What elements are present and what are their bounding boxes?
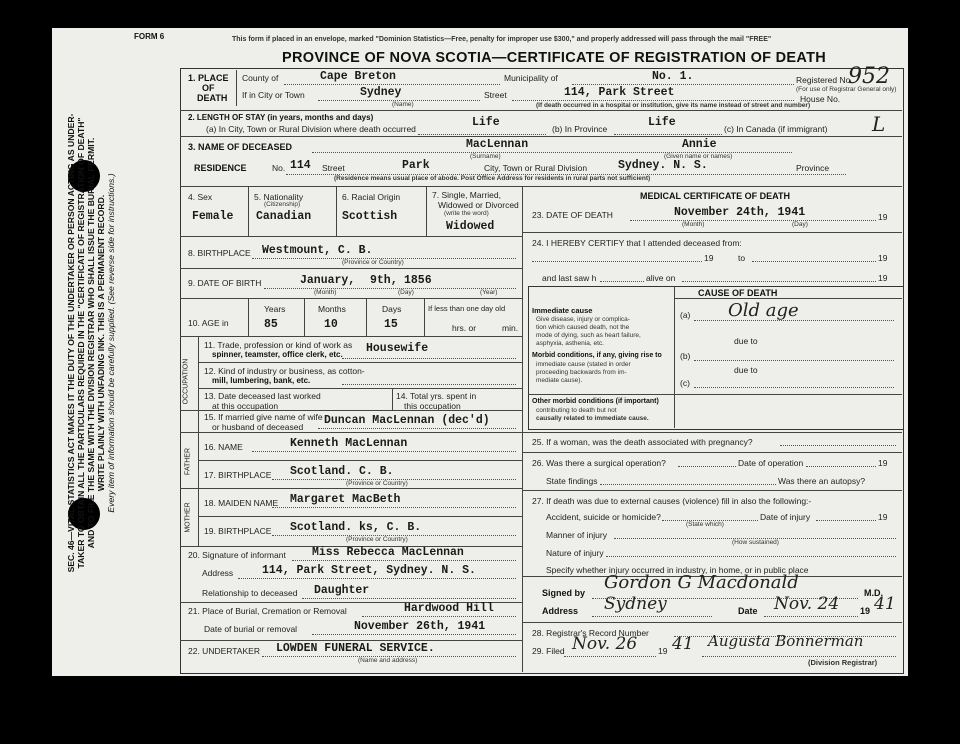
- dob-month-sub: (Month): [314, 289, 337, 296]
- informant-value: Miss Rebecca MacLennan: [312, 546, 464, 559]
- dob-day: 9th,: [370, 274, 398, 287]
- name-sublabel: (Name): [392, 101, 414, 108]
- trade-value: Housewife: [366, 342, 429, 355]
- days-label: Days: [382, 304, 402, 314]
- certify-label: 24. I HEREBY CERTIFY that I attended deceased from:: [532, 238, 742, 248]
- divider: [236, 70, 237, 106]
- rule: [198, 516, 522, 517]
- date-of-operation-label: Date of operation: [738, 458, 804, 468]
- spouse-label-1: 15. If married give name of wife: [204, 412, 323, 422]
- trade-label-2: spinner, teamster, office clerk, etc.: [212, 350, 343, 359]
- q26-label: 26. Was there a surgical operation?: [532, 458, 666, 468]
- stay-b-value: Life: [648, 116, 676, 129]
- rule: [764, 616, 858, 617]
- city-value: Sydney: [360, 86, 402, 99]
- form-label: FORM 6: [134, 32, 165, 41]
- rule: [180, 186, 902, 187]
- rule: [248, 298, 249, 336]
- state-which-sub: (State which): [686, 521, 724, 528]
- rule: [528, 394, 902, 395]
- sex-label: 4. Sex: [188, 192, 213, 202]
- certify-19a: 19: [704, 253, 714, 263]
- total-years-label-1: 14. Total yrs. spent in: [396, 391, 477, 401]
- rule: [522, 622, 902, 623]
- sex-value: Female: [192, 210, 234, 223]
- stay-a-label: (a) In City, Town or Rural Division where death occurred: [206, 124, 416, 134]
- certificate-title: PROVINCE OF NOVA SCOTIA—CERTIFICATE OF REGISTRATION OF DEATH: [282, 50, 827, 66]
- place-label-3: DEATH: [197, 93, 228, 103]
- rule: [600, 281, 644, 282]
- place-label-1: 1. PLACE: [188, 73, 229, 83]
- rule: [252, 451, 516, 452]
- top-notice: This form if placed in an envelope, marked "Dominion Statistics—Free, penalty for improper use $300," and properly addressed will pass through the mail "FREE": [232, 36, 772, 43]
- cause-c-label: (c): [680, 378, 690, 388]
- cause-b-label: (b): [680, 351, 691, 361]
- rule: [522, 432, 902, 433]
- street-value: 114, Park Street: [564, 86, 675, 99]
- undertaker-value: LOWDEN FUNERAL SERVICE.: [276, 642, 435, 655]
- nationality-value: Canadian: [256, 210, 312, 223]
- father-name-value: Kenneth MacLennan: [290, 437, 408, 450]
- injury-19: 19: [878, 512, 888, 522]
- age-label: 10. AGE in: [188, 318, 229, 328]
- rule: [418, 134, 546, 135]
- occupation-side-label: OCCUPATION: [182, 358, 190, 405]
- stay-c-value: L: [872, 112, 886, 136]
- due-to-1: due to: [734, 336, 758, 346]
- cause-title: CAUSE OF DEATH: [698, 288, 778, 298]
- house-label: House No.: [800, 94, 841, 104]
- industry-label-1: 12. Kind of industry or business, as cotton-: [204, 366, 365, 376]
- father-bp-sub: (Province or Country): [346, 480, 408, 487]
- marital-label-3: (write the word): [444, 210, 489, 217]
- mother-bp-value: Scotland. ks, C. B.: [290, 521, 422, 534]
- spouse-value: Duncan MacLennan (dec'd): [324, 414, 490, 427]
- spouse-label-2: or husband of deceased: [212, 422, 304, 432]
- undertaker-sub: (Name and address): [358, 657, 418, 664]
- rule: [342, 384, 516, 385]
- informant-address-value: 114, Park Street, Sydney. N. S.: [262, 564, 476, 577]
- immediate-label-4: mode of dying, such as heart failure,: [536, 332, 641, 339]
- signed-date-label: Date: [738, 606, 758, 616]
- stay-a-value: Life: [472, 116, 500, 129]
- registrar-signature: Augusta Bonnerman: [708, 632, 864, 650]
- county-value: Cape Breton: [320, 70, 396, 83]
- q25-label: 25. If a woman, was the death associated with pregnancy?: [532, 437, 753, 447]
- nature-label: Nature of injury: [546, 548, 604, 558]
- nationality-label: 5. Nationality: [254, 192, 304, 202]
- division-registrar-label: (Division Registrar): [808, 658, 878, 667]
- rule: [564, 656, 656, 657]
- state-findings-label: State findings: [546, 476, 598, 486]
- rule: [572, 84, 794, 85]
- undertaker-label: 22. UNDERTAKER: [188, 646, 260, 656]
- md-label: M.D.: [864, 588, 883, 598]
- marital-label-2: Widowed or Divorced: [438, 200, 519, 210]
- death-date-label: 23. DATE OF DEATH: [532, 210, 613, 220]
- rule: [702, 656, 896, 657]
- mother-side-label: MOTHER: [184, 502, 192, 533]
- certify-to: to: [738, 253, 746, 263]
- dob-month: January,: [300, 274, 356, 287]
- morbid-label-2: immediate cause (stated in order: [536, 361, 631, 368]
- sidebar-line-2: TAKER TO OBTAIN ALL THE PARTICULARS REQUIRED IN THE "CERTIFICATE OF REGISTRATION OF DEATH": [76, 117, 86, 569]
- marital-value: Widowed: [446, 220, 495, 233]
- deceased-label: 3. NAME OF DECEASED: [188, 142, 293, 152]
- res-province-label: Province: [796, 163, 830, 173]
- city-label: If in City or Town: [242, 90, 305, 100]
- how-sustained-sub: (How sustained): [732, 539, 779, 546]
- informant-label: 20. Signature of informant: [188, 550, 286, 560]
- rule: [674, 298, 902, 299]
- rule: [614, 134, 722, 135]
- death-day-sub: (Day): [792, 221, 808, 228]
- rule: [392, 388, 393, 410]
- q27-label: 27. If death was due to external causes (violence) fill in also the following:-: [532, 496, 812, 506]
- burial-date-label: Date of burial or removal: [204, 624, 298, 634]
- immediate-label-5: asphyxia, asthenia, etc.: [536, 340, 604, 347]
- rule: [674, 286, 675, 428]
- res-no-label: No.: [272, 163, 286, 173]
- rule: [342, 358, 516, 359]
- other-label-3: causally related to immediate cause.: [536, 415, 649, 422]
- registrar-note: (For use of Registrar General only): [796, 86, 897, 93]
- birthplace-value: Westmount, C. B.: [262, 244, 373, 257]
- racial-label: 6. Racial Origin: [342, 192, 401, 202]
- years-label: Years: [264, 304, 286, 314]
- hospital-note: (If death occurred in a hospital or institution, give its name instead of street and number): [536, 102, 811, 109]
- rule: [272, 507, 516, 508]
- rule: [318, 428, 516, 429]
- rule: [198, 336, 199, 432]
- alive-on-label: alive on: [646, 273, 676, 283]
- rule: [694, 360, 894, 361]
- rule: [532, 261, 702, 262]
- physician-address: Sydney: [604, 594, 667, 614]
- rule: [180, 640, 522, 641]
- dob-year-sub: (Year): [480, 289, 498, 296]
- total-years-label-2: this occupation: [404, 401, 461, 411]
- stay-label: 2. LENGTH OF STAY (in years, months and days): [188, 113, 374, 122]
- rule: [198, 432, 199, 546]
- days-value: 15: [384, 318, 398, 331]
- rule: [522, 490, 902, 491]
- rule: [816, 520, 876, 521]
- operation-19: 19: [878, 458, 888, 468]
- municipality-label: Municipality of: [504, 73, 558, 83]
- certify-19b: 19: [878, 253, 888, 263]
- immediate-label-3: tion which caused death, not the: [536, 324, 630, 331]
- signed-date: Nov. 24: [774, 594, 840, 614]
- mother-maiden-label: 18. MAIDEN NAME: [204, 498, 279, 508]
- min-label: min.: [502, 323, 519, 333]
- rule: [522, 452, 902, 453]
- death-date-19: 19: [878, 212, 888, 222]
- rule: [198, 460, 522, 461]
- mother-maiden-value: Margaret MacBeth: [290, 493, 401, 506]
- other-label-1: Other morbid conditions (if important): [532, 398, 659, 405]
- relationship-value: Daughter: [314, 584, 370, 597]
- months-value: 10: [324, 318, 338, 331]
- nationality-sub: (Citizenship): [264, 201, 301, 208]
- lt-day-label: If less than one day old: [428, 304, 506, 313]
- last-worked-label-2: at this occupation: [212, 401, 279, 411]
- rule: [284, 84, 500, 85]
- morbid-label-3: proceeding backwards from im-: [536, 369, 627, 376]
- rule: [302, 598, 516, 599]
- rule: [312, 634, 516, 635]
- signed-year: 41: [874, 594, 896, 614]
- racial-value: Scottish: [342, 210, 398, 223]
- father-name-label: 16. NAME: [204, 442, 243, 452]
- mother-bp-sub: (Province or Country): [346, 536, 408, 543]
- dob-year: 1856: [404, 274, 432, 287]
- father-side-label: FATHER: [184, 447, 192, 476]
- rule: [198, 388, 522, 389]
- res-street-value: Park: [402, 159, 430, 172]
- birthplace-label: 8. BIRTHPLACE: [188, 248, 251, 258]
- filed-label: 29. Filed: [532, 646, 565, 656]
- filed-date: Nov. 26: [572, 634, 638, 654]
- county-label: County of: [242, 73, 279, 83]
- res-no-value: 114: [290, 159, 311, 172]
- physician-signature: Gordon G Macdonald: [604, 572, 799, 593]
- rule: [180, 336, 522, 337]
- rule: [426, 186, 427, 236]
- filed-19: 19: [658, 646, 668, 656]
- rule: [180, 298, 522, 299]
- hrs-label: hrs. or: [452, 323, 477, 333]
- death-month-sub: (Month): [682, 221, 705, 228]
- place-label-2: OF: [202, 83, 215, 93]
- accident-label: Accident, suicide or homicide?: [546, 512, 661, 522]
- res-city-label: City, Town or Rural Division: [484, 163, 588, 173]
- dob-day-sub: (Day): [398, 289, 414, 296]
- rule: [180, 110, 902, 111]
- rule: [180, 236, 522, 237]
- dob-label: 9. DATE OF BIRTH: [188, 278, 262, 288]
- rule: [238, 578, 516, 579]
- sidebar-line-4: WRITE PLAINLY WITH UNFADING INK. THIS IS A PERMANENT RECORD.: [96, 194, 106, 492]
- rule: [180, 136, 902, 137]
- rule: [682, 281, 876, 282]
- deceased-given: Annie: [682, 138, 717, 151]
- rule: [336, 186, 337, 236]
- rule: [512, 100, 794, 101]
- stay-b-label: (b) In Province: [552, 124, 608, 134]
- months-label: Months: [318, 304, 346, 314]
- sidebar-line-5: Every item of information should be carefully supplied. (See reverse side for instructions.): [106, 173, 116, 513]
- rule: [180, 268, 522, 269]
- stay-c-label: (c) In Canada (if immigrant): [724, 124, 828, 134]
- relationship-label: Relationship to deceased: [202, 588, 298, 598]
- rule: [592, 616, 712, 617]
- deceased-surname: MacLennan: [466, 138, 529, 151]
- residence-label: RESIDENCE: [194, 163, 247, 173]
- cause-a-label: (a): [680, 310, 691, 320]
- industry-label-2: mill, lumbering, bank, etc.: [212, 376, 311, 385]
- cause-a-value: Old age: [728, 300, 799, 321]
- trade-label-1: 11. Trade, profession or kind of work as: [204, 340, 353, 350]
- rule: [198, 362, 522, 363]
- medical-title: MEDICAL CERTIFICATE OF DEATH: [640, 191, 790, 201]
- rule: [694, 387, 894, 388]
- rule: [362, 616, 516, 617]
- rule: [600, 484, 776, 485]
- years-value: 85: [264, 318, 278, 331]
- autopsy-label: Was there an autopsy?: [778, 476, 866, 486]
- burial-date-value: November 26th, 1941: [354, 620, 486, 633]
- rule: [522, 232, 902, 233]
- rule: [752, 261, 876, 262]
- rule: [180, 488, 522, 489]
- street-label: Street: [484, 90, 507, 100]
- given-label: (Given name or names): [664, 153, 733, 160]
- signed-label: Signed by: [542, 588, 586, 598]
- burial-place-label: 21. Place of Burial, Cremation or Removal: [188, 606, 347, 616]
- informant-address-label: Address: [202, 568, 234, 578]
- res-street-label: Street: [322, 163, 345, 173]
- due-to-2: due to: [734, 365, 758, 375]
- signed-year-prefix: 19: [860, 606, 871, 616]
- rule: [606, 556, 896, 557]
- rule: [806, 466, 876, 467]
- rule: [366, 298, 367, 336]
- rule: [248, 186, 249, 236]
- alive-on-19: 19: [878, 273, 888, 283]
- surname-label: (Surname): [470, 153, 501, 160]
- rule: [522, 186, 523, 672]
- rule: [424, 298, 425, 336]
- rule: [630, 220, 876, 221]
- rule: [292, 560, 516, 561]
- rule: [180, 432, 522, 433]
- last-saw-label: and last saw h: [542, 273, 597, 283]
- registered-label: Registered No.: [796, 75, 853, 85]
- last-worked-label-1: 13. Date deceased last worked: [204, 391, 321, 401]
- father-bp-value: Scotland. C. B.: [290, 465, 394, 478]
- specify-label: Specify whether injury occurred in industry, in home, or in public place: [546, 565, 809, 575]
- morbid-label-1: Morbid conditions, if any, giving rise to: [532, 352, 662, 359]
- vertical-instructions: [66, 88, 116, 598]
- registered-number: 952: [848, 64, 890, 89]
- immediate-label-2: Give disease, injury or complica-: [536, 316, 630, 323]
- municipality-value: No. 1.: [652, 70, 694, 83]
- filed-year: 41: [672, 634, 694, 654]
- rule: [180, 410, 522, 411]
- death-date-value: November 24th, 1941: [674, 206, 806, 219]
- death-certificate: [52, 28, 908, 676]
- sidebar-line-1: SEC. 46—VITAL STATISTICS ACT MAKES IT THE DUTY OF THE UNDERTAKER OR PERSON ACTING AS UNDER-: [66, 113, 76, 573]
- date-of-injury-label: Date of injury: [760, 512, 811, 522]
- rule: [694, 320, 894, 321]
- rule: [678, 466, 736, 467]
- rule: [264, 288, 516, 289]
- other-label-2: contributing to death but not: [536, 407, 617, 414]
- residence-note: (Residence means usual place of abode. Post Office Address for residents in rural parts not sufficient): [334, 175, 651, 182]
- father-bp-label: 17. BIRTHPLACE: [204, 470, 272, 480]
- res-city-value: Sydney. N. S.: [618, 159, 708, 172]
- burial-place-value: Hardwood Hill: [404, 602, 494, 615]
- rule: [304, 298, 305, 336]
- immediate-label-1: Immediate cause: [532, 306, 593, 315]
- manner-label: Manner of injury: [546, 530, 607, 540]
- birthplace-sub: (Province or Country): [342, 259, 404, 266]
- marital-label-1: 7. Single, Married,: [432, 190, 501, 200]
- rule: [780, 445, 896, 446]
- morbid-label-4: mediate cause).: [536, 377, 583, 384]
- physician-address-label: Address: [542, 606, 579, 616]
- mother-bp-label: 19. BIRTHPLACE: [204, 526, 272, 536]
- q28-label: 28. Registrar's Record Number: [532, 628, 649, 638]
- sidebar-line-3: AND TO FILE THE SAME WITH THE DIVISION REGISTRAR WHO SHALL ISSUE THE BURIAL PERMIT.: [86, 137, 96, 549]
